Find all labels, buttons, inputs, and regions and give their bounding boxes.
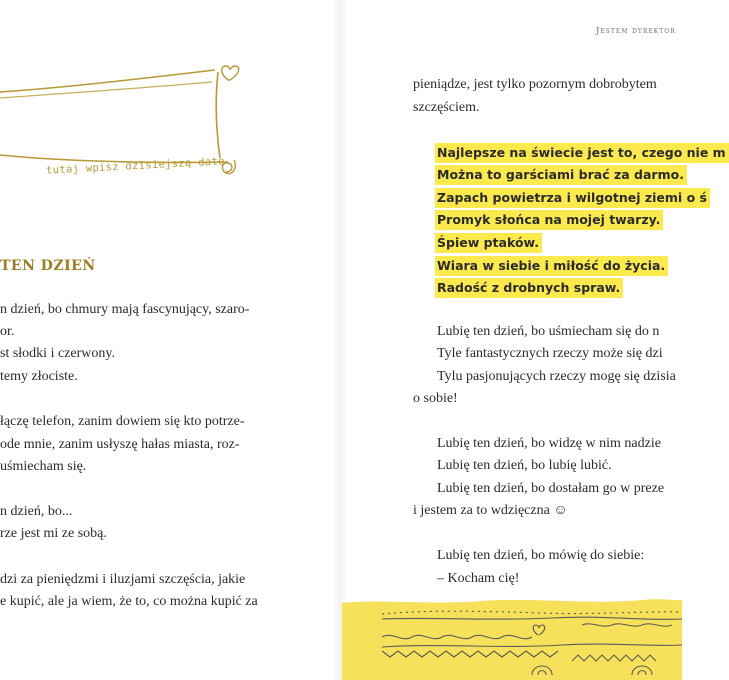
paragraph-line: pieniądze, jest tylko pozornym dobrobytem	[413, 77, 657, 92]
highlighted-line: Radość z drobnych spraw.	[435, 278, 623, 298]
highlighted-line: Śpiew ptaków.	[435, 233, 542, 253]
paragraph-line: Tyle fantastycznych rzeczy może się dzi	[437, 346, 663, 361]
left-page	[0, 0, 340, 680]
paragraph-line: i jestem za to wdzięczna ☺	[413, 503, 568, 518]
paragraph-line: temy złociste.	[0, 369, 78, 384]
paragraph-line: rze jest mi ze sobą.	[0, 526, 107, 541]
highlighted-line: Zapach powietrza i wilgotnej ziemi o ś	[435, 188, 710, 208]
decorative-yellow-band	[342, 597, 682, 680]
paragraph-line: n dzień, bo chmury mają fascynujący, szaro-	[0, 302, 250, 317]
book-gutter	[333, 0, 347, 680]
paragraph-line: o sobie!	[413, 391, 458, 406]
date-frame	[0, 60, 260, 200]
paragraph-line: Lubię ten dzień, bo dostałam go w preze	[437, 481, 665, 496]
running-header: Jestem dyrektor	[596, 26, 676, 36]
paragraph-line: ode mnie, zanim usłyszę hałas miasta, roz-	[0, 437, 240, 452]
paragraph-line: st słodki i czerwony.	[0, 346, 115, 361]
paragraph-line: Lubię ten dzień, bo lubię lubić.	[437, 458, 612, 473]
paragraph-line: szczęściem.	[413, 100, 480, 115]
paragraph-line: or.	[0, 324, 15, 339]
highlighted-line: Można to garściami brać za darmo.	[435, 165, 687, 185]
highlighted-line: Najlepsze na świecie jest to, czego nie m	[435, 143, 729, 163]
heart-icon	[222, 66, 239, 80]
highlighted-line: Wiara w siebie i miłość do życia.	[435, 256, 668, 276]
paragraph-line: – Kocham cię!	[437, 571, 520, 586]
paragraph-line: łączę telefon, zanim dowiem się kto potrze-	[0, 414, 245, 429]
paragraph-line: e kupić, ale ja wiem, że to, co można kupić za	[0, 594, 258, 609]
date-caption: tutaj wpisz dzisiejszą datę	[45, 155, 225, 177]
paragraph-line: Lubię ten dzień, bo uśmiecham się do n	[437, 324, 660, 339]
highlighted-line: Promyk słońca na mojej twarzy.	[435, 210, 663, 230]
paragraph-line: Tylu pasjonujących rzeczy mogę się dzisia	[437, 369, 676, 384]
paragraph-line: Lubię ten dzień, bo widzę w nim nadzie	[437, 436, 661, 451]
paragraph-line: Lubię ten dzień, bo mówię do siebie:	[437, 548, 645, 563]
section-title: TEN DZIEŃ	[0, 258, 96, 274]
paragraph-line: dzi za pieniędzmi i iluzjami szczęścia, jakie	[0, 572, 246, 587]
paragraph-line: uśmiecham się.	[0, 459, 87, 474]
paragraph-line: n dzień, bo...	[0, 504, 73, 519]
